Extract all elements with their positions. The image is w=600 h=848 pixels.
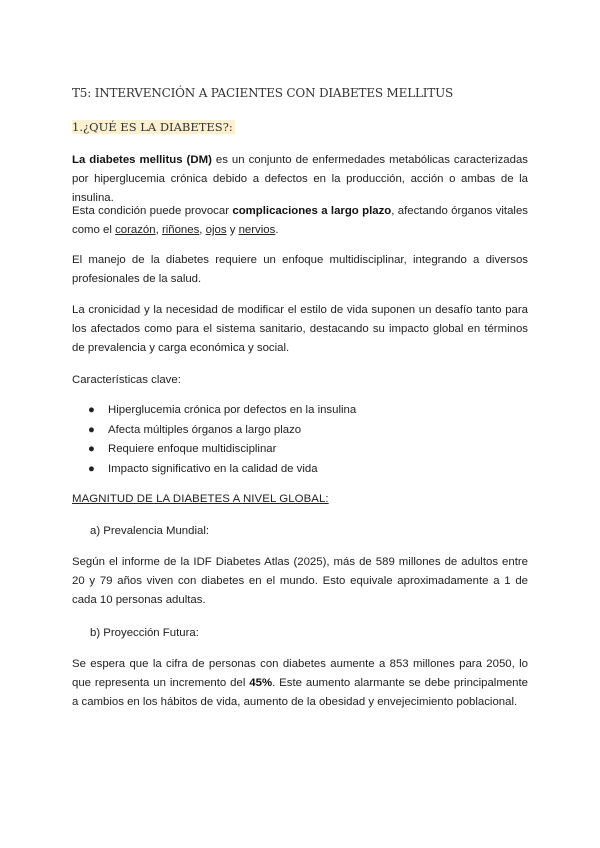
document-title: T5: INTERVENCIÓN A PACIENTES CON DIABETES MELLITUS [72,86,454,100]
paragraph-complications: Esta condición puede provocar complicaciones a largo plazo, afectando órganos vitales como el corazón, riñones, ojos y nervios. [72,205,528,236]
term-long-term-complications: complicaciones a largo plazo [232,205,392,217]
term-45-percent: 45% [249,677,273,689]
paragraph-projection: Se espera que la cifra de personas con diabetes aumente a 853 millones para 2050, lo que representa un incremento del 45%. Este aumento alarmante se debe principalmente a cambios en los hábitos de vida, aumento de la obesidad y envejecimiento poblacional. [72,658,528,708]
list-item: ● Requiere enfoque multidisciplinar [88,440,356,460]
list-item: ● Afecta múltiples órganos a largo plazo [88,421,356,441]
organ-nerves: nervios [238,224,276,236]
bullet-icon: ● [88,462,95,475]
paragraph-definition: La diabetes mellitus (DM) es un conjunto de enfermedades metabólicas caracterizadas por hiperglucemia crónica debido a defectos en la producción, acción o ambas de la insulina. [72,154,528,204]
paragraph-chronicity: La cronicidad y la necesidad de modificar el estilo de vida suponen un desafío tanto para los afectados como para el sistema sanitario, destacando su impacto global en términos de prevalencia y carga económica y social. [72,304,528,354]
organ-kidneys: riñones [161,224,200,236]
list-item: ● Impacto significativo en la calidad de vida [88,460,356,480]
bullet-icon: ● [88,423,95,436]
paragraph-management: El manejo de la diabetes requiere un enfoque multidisciplinar, integrando a diversos profesionales de la salud. [72,254,528,285]
section-heading-what-is-diabetes: 1.¿QUÉ ES LA DIABETES?: [72,120,233,134]
sublabel-world-prevalence: a) Prevalencia Mundial: [90,525,210,537]
organ-heart: corazón [115,224,156,236]
key-features-list [88,401,356,479]
paragraph-prevalence: Según el informe de la IDF Diabetes Atlas (2025), más de 589 millones de adultos entre 20 y 79 años viven con diabetes en el mundo. Esto equivale aproximadamente a 1 de cada 10 personas adultas. [72,556,528,606]
list-item: ● Hiperglucemia crónica por defectos en la insulina [88,401,356,421]
term-diabetes-mellitus: La diabetes mellitus (DM) [72,154,212,166]
key-features-label: Características clave: [72,374,181,386]
organ-eyes: ojos [205,224,227,236]
bullet-icon: ● [88,443,95,455]
sublabel-future-projection: b) Proyección Futura: [90,627,199,639]
bullet-icon: ● [88,404,95,416]
section-heading-global-magnitude: MAGNITUD DE LA DIABETES A NIVEL GLOBAL: [72,493,329,505]
